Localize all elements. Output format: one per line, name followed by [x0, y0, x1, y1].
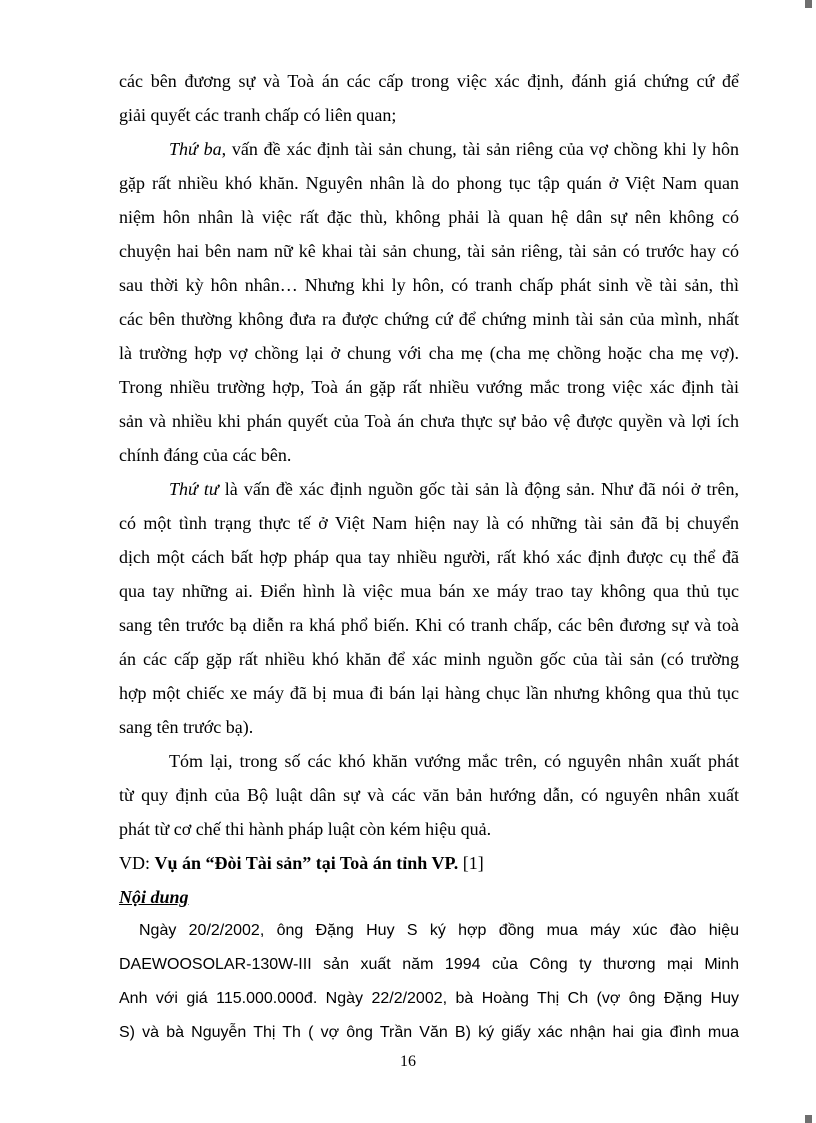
case-title-line	[119, 846, 739, 880]
emphasis-thu-ba: Thứ ba	[169, 139, 222, 159]
text-line: án các cấp gặp rất nhiều khó khăn để xác minh nguồn gốc của tài sản (có trường	[119, 649, 739, 669]
text-line: là trường hợp vợ chồng lại ở chung với cha mẹ (cha mẹ chồng hoặc cha mẹ vợ).	[119, 343, 739, 363]
text-line: các bên thường không đưa ra được chứng cứ để chứng minh tài sản của mình, nhất	[119, 309, 739, 329]
text-line: chuyện hai bên nam nữ kê khai tài sản chung, tài sản riêng, tài sản có trước hay có	[119, 241, 739, 261]
text-line: Anh với giá 115.000.000đ. Ngày 22/2/2002, bà Hoàng Thị Ch (vợ ông Đặng Huy	[119, 990, 739, 1007]
text-line: có một tình trạng thực tế ở Việt Nam hiện nay là có những tài sản đã bị chuyển	[119, 513, 739, 533]
text-line: sau thời kỳ hôn nhân… Nhưng khi ly hôn, có tranh chấp phát sinh về tài sản, thì	[119, 275, 739, 295]
text-span: là vấn đề xác định nguồn gốc tài sản là động sản. Như đã nói ở trên,	[218, 479, 739, 499]
text-line: qua tay những ai. Điển hình là việc mua bán xe máy trao tay không qua thủ tục	[119, 581, 739, 601]
section-heading: Nội dung	[119, 887, 189, 907]
body-text	[119, 64, 739, 1050]
page-number: 16	[400, 1053, 416, 1070]
text-line: giải quyết các tranh chấp có liên quan;	[119, 105, 397, 125]
section-heading-line	[119, 880, 739, 914]
text-line: chính đáng của các bên.	[119, 445, 292, 465]
text-line: sang tên trước bạ diễn ra khá phổ biến. Khi có tranh chấp, các bên đương sự và toà	[119, 615, 739, 635]
citation-ref: [1]	[458, 853, 484, 873]
text-line: sản và nhiều khi phán quyết của Toà án chưa thực sự bảo vệ được quyền và lợi ích	[119, 411, 739, 431]
text-line: DAEWOOSOLAR-130W-III sản xuất năm 1994 của Công ty thương mại Minh	[119, 956, 739, 973]
text-line: phát từ cơ chế thi hành pháp luật còn kém hiệu quả.	[119, 819, 492, 839]
text-line: từ quy định của Bộ luật dân sự và các văn bản hướng dẫn, có nguyên nhân xuất	[119, 785, 739, 805]
text-line: S) và bà Nguyễn Thị Th ( vợ ông Trần Văn B) ký giấy xác nhận hai gia đình mua	[119, 1024, 739, 1041]
text-line: gặp rất nhiều khó khăn. Nguyên nhân là do phong tục tập quán ở Việt Nam quan	[119, 173, 739, 193]
emphasis-thu-tu: Thứ tư	[169, 479, 219, 499]
text-span: , vấn đề xác định tài sản chung, tài sản riêng của vợ chồng khi ly hôn	[221, 139, 739, 159]
text-line: niệm hôn nhân là việc rất đặc thù, không phải là quan hệ dân sự nên không có	[119, 207, 739, 227]
paragraph-thu-ba-first-line	[119, 132, 739, 166]
text-line: dịch một cách bất hợp pháp qua tay nhiều người, rất khó xác định được cụ thể đã	[119, 547, 739, 567]
text-line: sang tên trước bạ).	[119, 717, 254, 737]
case-title: Vụ án “Đòi Tài sản” tại Toà án tỉnh VP.	[154, 853, 459, 873]
text-line: các bên đương sự và Toà án các cấp trong việc xác định, đánh giá chứng cứ để	[119, 71, 739, 91]
paragraph-thu-tu-first-line	[119, 472, 739, 506]
page-edge-mark-bottom	[805, 1115, 812, 1123]
text-line: Ngày 20/2/2002, ông Đặng Huy S ký hợp đồng mua máy xúc đào hiệu	[139, 922, 739, 939]
text-line: Trong nhiều trường hợp, Toà án gặp rất nhiều vướng mắc trong việc xác định tài	[119, 377, 739, 397]
text-line: hợp một chiếc xe máy đã bị mua đi bán lại hàng chục lần nhưng không qua thủ tục	[119, 683, 739, 703]
text-line: Tóm lại, trong số các khó khăn vướng mắc trên, có nguyên nhân xuất phát	[169, 751, 739, 771]
page-edge-mark-top	[805, 0, 812, 8]
case-prefix: VD:	[119, 853, 155, 873]
